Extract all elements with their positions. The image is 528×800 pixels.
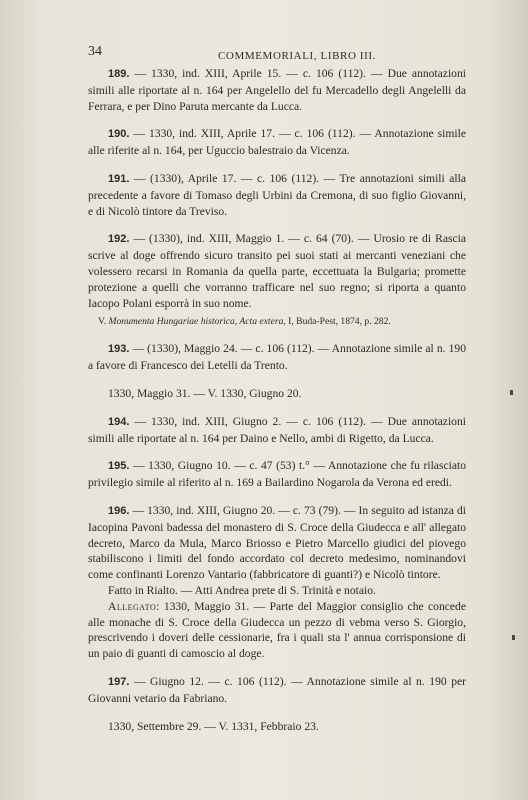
cross-reference-line: 1330, Settembre 29. — V. 1331, Febbraio 23. <box>108 719 319 733</box>
margin-mark <box>510 390 513 395</box>
entry-text: — 1330, ind. XIII, Giugno 2. — c. 106 (112). — Due annotazioni simili alle riportate al n. 164 per Daino e Nello, ambi di Rigetto, da Lucca. <box>88 414 466 445</box>
entry-number: 195. <box>108 460 130 473</box>
allegato-label: Allegato <box>108 599 157 613</box>
entry-number: 189. <box>108 68 130 80</box>
entry-text: — (1330), Aprile 17. — c. 106 (112). — Tre annotazioni simili alla precedente a favore di Tomaso degli Urbini da Cremona, di suo figlio Giovanni, e di Nicolò tintore da Treviso. <box>88 171 466 218</box>
running-title: COMMEMORIALI, LIBRO III. <box>218 50 377 62</box>
entry-195 <box>88 458 466 491</box>
entry-196-allegato <box>88 599 466 662</box>
cross-reference-line: 1330, Maggio 31. — V. 1330, Giugno 20. <box>108 386 302 400</box>
ref-title: Monumenta Hungariae historica, Acta extera, <box>108 316 286 328</box>
ref-prefix: V. <box>98 316 109 328</box>
entry-number: 190. <box>108 128 130 141</box>
entry-text: — 1330, ind. XIII, Giugno 20. — c. 73 (79). — In seguito ad istanza di Iacopina Pavoni badessa del monastero di S. Croce della Giudecca e all' allegato decreto, Marco da Mula, Marco Briosso e Pietro Marcello giudici del piovego stabiliscono i limiti del fondo accordato col decreto medesimo, nominandovi come confinanti Lorenzo Vantario (fabbricatore di guanti?) e Nicolò tintore. <box>88 503 466 582</box>
entry-text: — Giugno 12. — c. 106 (112). — Annotazione simile al n. 190 per Giovanni vetario da Fabriano. <box>88 674 466 705</box>
page-body <box>88 66 466 746</box>
entry-196-main <box>88 503 466 583</box>
allegato-text: : 1330, Maggio 31. — Parte del Maggior consiglio che concede alle monache di S. Croce della Giudecca un pezzo di vebma verso S. Giorgio, prescrivendo i doveri delle cessionarie, fra i quali sta l' annua corrisponsione di un paio di guanti di camoscio al doge. <box>88 599 466 661</box>
entry-196 <box>88 503 466 662</box>
entry-number: 194. <box>108 415 130 428</box>
entry-text: — (1330), Maggio 24. — c. 106 (112). — Annotazione simile al n. 190 a favore di Francesco dei Letelli da Trento. <box>88 342 466 373</box>
entry-text: — 1330, ind. XIII, Aprile 15. — c. 106 (112). — Due annotazioni simili alle riportate al n. 164 per Angelello del fu Mercadello degli Angelelli da Ferrara, e per Dino Paruta mercante da Lucca. <box>88 67 466 113</box>
page-header <box>88 44 488 62</box>
entry-192 <box>88 231 466 311</box>
page-number: 34 <box>88 44 102 59</box>
entry-number: 196. <box>108 504 130 517</box>
entry-text: — 1330, Giugno 10. — c. 47 (53) t.° — Annotazione che fu rilasciato privilegio simile al riferito al n. 169 a Bailardino Nogarola da Verona ed eredi. <box>88 459 466 490</box>
entry-number: 193. <box>108 343 130 356</box>
entry-190 <box>88 126 466 159</box>
entry-text: — 1330, ind. XIII, Aprile 17. — c. 106 (112). — Annotazione simile alle riferite al n. 164, per Uguccio balestraio da Vicenza. <box>88 127 466 158</box>
entry-number: 197. <box>108 675 130 688</box>
bibliographic-reference <box>88 315 466 329</box>
entry-194 <box>88 414 466 447</box>
entry-text: — (1330), ind. XIII, Maggio 1. — c. 64 (70). — Urosio re di Rascia scrive al doge offrendo sicuro transito pei suoi stati ai mercanti veneziani che volessero recarsi in Romania da quella parte, eccettuata la Bulgaria; promette protezione a quelli che vorranno trafficare nel suo regno; si riporta a quanto Iacopo Polani esporrà in suo nome. <box>88 232 466 310</box>
entry-189 <box>88 66 466 114</box>
margin-mark <box>512 635 515 640</box>
entry-196-fatto: Fatto in Rialto. — Atti Andrea prete di S. Trinità e notaio. <box>108 583 376 597</box>
entry-197 <box>88 674 466 707</box>
entry-191 <box>88 171 466 219</box>
entry-193 <box>88 341 466 374</box>
entry-number: 191. <box>108 172 130 185</box>
entry-number: 192. <box>108 233 130 246</box>
ref-rest: I, Buda-Pest, 1874, p. 282. <box>285 316 391 328</box>
